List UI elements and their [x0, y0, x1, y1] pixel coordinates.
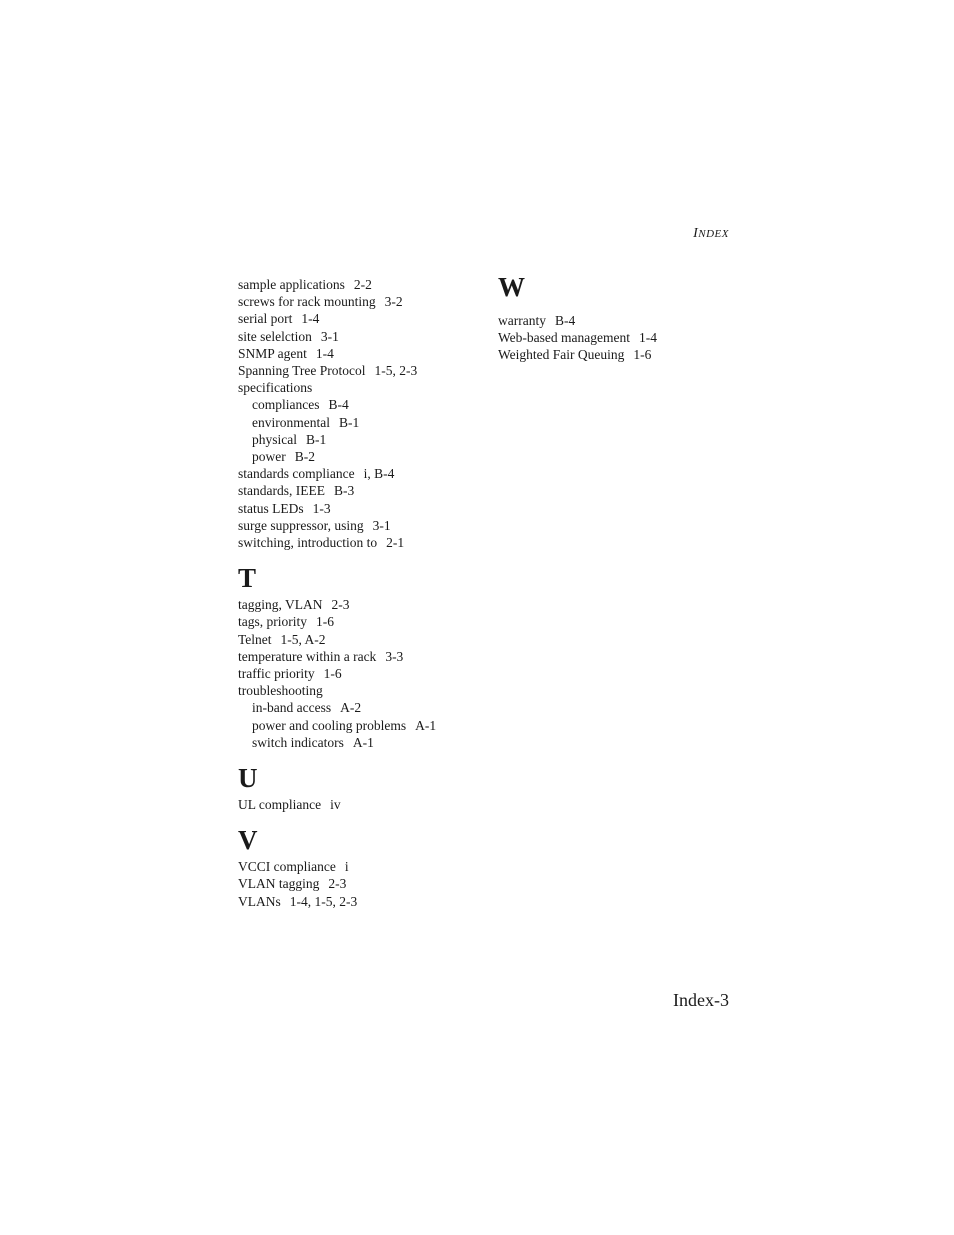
index-term: switch indicators [252, 734, 344, 750]
index-entry [238, 500, 478, 517]
index-term: surge suppressor, using [238, 517, 364, 533]
index-subentry [238, 448, 478, 465]
index-subentry [238, 396, 478, 413]
running-head-initial: I [693, 226, 699, 241]
index-term: VCCI compliance [238, 859, 336, 875]
index-page-refs: B-1 [306, 431, 327, 447]
index-page-refs: 1-6 [323, 666, 342, 682]
index-term: specifications [238, 380, 313, 396]
index-term: environmental [252, 414, 330, 430]
index-term: power [252, 449, 286, 465]
index-page-refs: 1-3 [312, 500, 331, 516]
index-section-letter: T [238, 563, 257, 594]
index-term: SNMP agent [238, 345, 307, 361]
index-entry [238, 482, 478, 499]
index-entry [238, 631, 478, 648]
index-entry [238, 796, 478, 813]
index-page-refs: i, B-4 [363, 466, 395, 482]
index-term: in-band access [252, 700, 332, 716]
page-number: Index-3 [673, 990, 729, 1010]
index-page-refs: A-2 [340, 700, 362, 716]
index-section-letter: U [238, 763, 258, 794]
index-term: Web-based management [498, 330, 630, 346]
index-page-refs: B-3 [333, 483, 355, 499]
index-subentry [238, 734, 478, 751]
index-term: standards, IEEE [238, 483, 325, 499]
index-entry [238, 858, 478, 875]
index-page-refs: i [344, 859, 349, 875]
index-term: status LEDs [238, 500, 304, 516]
index-term: warranty [498, 313, 546, 328]
index-entry [498, 329, 738, 346]
index-entry [238, 875, 478, 892]
index-term: power and cooling problems [252, 717, 407, 733]
index-page-refs: 1-4 [638, 330, 657, 346]
index-entry [238, 682, 478, 699]
index-page-refs: 3-1 [372, 517, 391, 533]
index-page-refs: 3-1 [320, 328, 339, 344]
index-entry [238, 665, 478, 682]
index-term: physical [252, 431, 297, 447]
index-term: Telnet [238, 631, 272, 647]
index-entry [238, 345, 478, 362]
index-term: VLAN tagging [238, 876, 320, 892]
index-entry [498, 312, 738, 329]
index-subentry [238, 431, 478, 448]
running-head [693, 226, 729, 242]
index-page-refs: 3-3 [385, 648, 404, 664]
index-term: temperature within a rack [238, 648, 377, 664]
index-term: switching, introduction to [238, 535, 378, 551]
index-term: Weighted Fair Queuing [498, 347, 625, 363]
index-subentry [238, 414, 478, 431]
index-term: VLANs [238, 893, 281, 909]
index-page-refs: B-2 [294, 449, 315, 465]
index-entry [238, 517, 478, 534]
index-page-refs: 2-1 [386, 535, 405, 551]
index-page-refs: 1-4 [301, 311, 320, 327]
index-page-refs: B-4 [328, 397, 349, 413]
index-entry [238, 328, 478, 345]
index-page-refs: iv [330, 797, 341, 813]
index-subentry [238, 699, 478, 716]
index-entry [498, 346, 738, 363]
index-term: tags, priority [238, 614, 307, 630]
index-entry [238, 276, 478, 293]
index-term: UL compliance [238, 797, 322, 813]
index-page-refs: B-4 [554, 313, 576, 328]
running-head-rest: NDEX [698, 228, 729, 240]
index-subentry [238, 717, 478, 734]
index-entry [238, 534, 478, 551]
index-page-refs: 1-5, 2-3 [374, 363, 418, 379]
index-page-refs: 2-3 [331, 597, 350, 613]
index-column-left [238, 276, 478, 910]
index-page-refs: 3-2 [384, 294, 403, 310]
index-section-letter: W [498, 272, 525, 302]
index-page-refs: 2-3 [328, 876, 347, 892]
index-entry [238, 362, 478, 379]
index-column-right [498, 272, 738, 364]
index-term: compliances [252, 397, 320, 413]
index-section-letter: V [238, 825, 258, 856]
index-page-refs: 1-5, A-2 [280, 631, 326, 647]
index-term: site selelction [238, 328, 312, 344]
index-entry [238, 648, 478, 665]
index-term: tagging, VLAN [238, 597, 323, 613]
index-term: Spanning Tree Protocol [238, 363, 366, 379]
index-page-refs: A-1 [415, 717, 437, 733]
index-term: traffic priority [238, 666, 315, 682]
index-page-refs: 1-4 [315, 345, 334, 361]
index-entry [238, 379, 478, 396]
index-page-refs: 1-4, 1-5, 2-3 [289, 893, 358, 909]
index-entry [238, 465, 478, 482]
index-page-refs: 1-6 [633, 347, 652, 363]
index-term: troubleshooting [238, 683, 323, 699]
index-term: serial port [238, 311, 293, 327]
index-entry [238, 613, 478, 630]
index-entry [238, 293, 478, 310]
index-page-refs: 1-6 [316, 614, 334, 630]
index-page-refs: A-1 [352, 734, 374, 750]
index-entry [238, 893, 478, 910]
index-entry [238, 596, 478, 613]
index-page-refs: B-1 [338, 414, 360, 430]
index-entry [238, 310, 478, 327]
index-page-refs: 2-2 [353, 277, 372, 292]
index-term: screws for rack mounting [238, 294, 376, 310]
index-term: sample applications [238, 277, 345, 292]
index-term: standards compliance [238, 466, 355, 482]
